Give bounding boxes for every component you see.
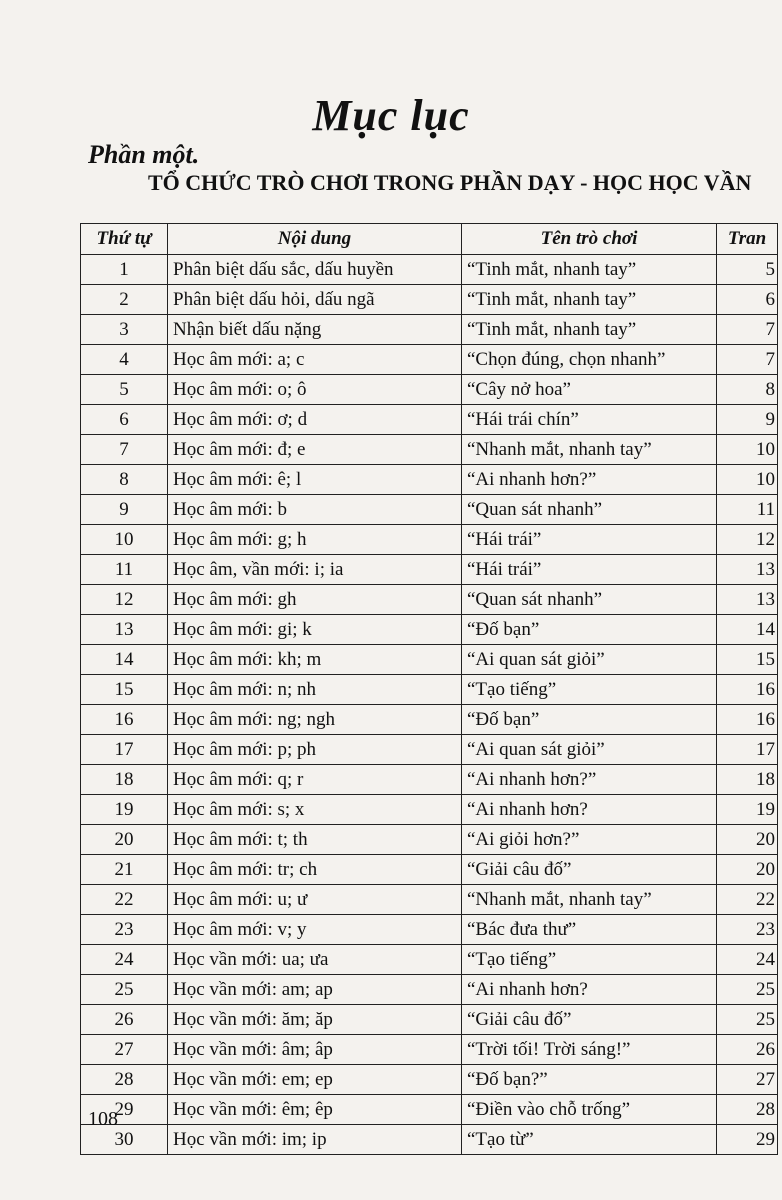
row-order: 8 <box>81 465 168 495</box>
row-page: 19 <box>717 795 778 825</box>
row-content: Nhận biết dấu nặng <box>168 315 462 345</box>
table-row <box>81 1065 778 1095</box>
table-row <box>81 405 778 435</box>
row-order: 25 <box>81 975 168 1005</box>
row-page: 7 <box>717 345 778 375</box>
row-game-name: “Quan sát nhanh” <box>462 585 717 615</box>
table-row <box>81 615 778 645</box>
table-row <box>81 855 778 885</box>
row-page: 10 <box>717 435 778 465</box>
row-page: 18 <box>717 765 778 795</box>
row-order: 24 <box>81 945 168 975</box>
row-game-name: “Tạo tiếng” <box>462 945 717 975</box>
table-row <box>81 285 778 315</box>
header-content: Nội dung <box>168 224 462 255</box>
table-row <box>81 525 778 555</box>
row-game-name: “Tạo tiếng” <box>462 675 717 705</box>
row-game-name: “Hái trái chín” <box>462 405 717 435</box>
row-game-name: “Hái trái” <box>462 525 717 555</box>
table-row <box>81 735 778 765</box>
row-game-name: “Ai nhanh hơn? <box>462 975 717 1005</box>
page-number: 108 <box>88 1108 118 1130</box>
table-row <box>81 1035 778 1065</box>
row-page: 28 <box>717 1095 778 1125</box>
row-game-name: “Ai nhanh hơn?” <box>462 765 717 795</box>
row-content: Học âm mới: gi; k <box>168 615 462 645</box>
row-content: Học vần mới: êm; êp <box>168 1095 462 1125</box>
row-order: 10 <box>81 525 168 555</box>
row-order: 1 <box>81 255 168 285</box>
row-page: 7 <box>717 315 778 345</box>
row-page: 8 <box>717 375 778 405</box>
row-content: Học âm mới: ng; ngh <box>168 705 462 735</box>
table-row <box>81 915 778 945</box>
row-game-name: “Chọn đúng, chọn nhanh” <box>462 345 717 375</box>
row-game-name: “Ai nhanh hơn?” <box>462 465 717 495</box>
table-row <box>81 585 778 615</box>
row-page: 12 <box>717 525 778 555</box>
header-page: Tran <box>717 224 778 255</box>
row-game-name: “Nhanh mắt, nhanh tay” <box>462 435 717 465</box>
row-page: 16 <box>717 675 778 705</box>
row-page: 29 <box>717 1125 778 1155</box>
table-header-row <box>81 224 778 255</box>
row-game-name: “Đố bạn?” <box>462 1065 717 1095</box>
row-content: Phân biệt dấu hỏi, dấu ngã <box>168 285 462 315</box>
row-page: 23 <box>717 915 778 945</box>
row-page: 25 <box>717 1005 778 1035</box>
row-order: 20 <box>81 825 168 855</box>
table-row <box>81 705 778 735</box>
row-page: 6 <box>717 285 778 315</box>
row-order: 17 <box>81 735 168 765</box>
row-game-name: “Trời tối! Trời sáng!” <box>462 1035 717 1065</box>
row-content: Học âm mới: b <box>168 495 462 525</box>
row-content: Học âm mới: s; x <box>168 795 462 825</box>
row-order: 5 <box>81 375 168 405</box>
row-order: 11 <box>81 555 168 585</box>
row-content: Học vần mới: âm; âp <box>168 1035 462 1065</box>
row-content: Học âm mới: v; y <box>168 915 462 945</box>
row-order: 27 <box>81 1035 168 1065</box>
table-row <box>81 795 778 825</box>
table-row <box>81 1095 778 1125</box>
row-order: 26 <box>81 1005 168 1035</box>
table-row <box>81 255 778 285</box>
row-page: 13 <box>717 555 778 585</box>
row-content: Học âm mới: t; th <box>168 825 462 855</box>
row-page: 16 <box>717 705 778 735</box>
row-page: 13 <box>717 585 778 615</box>
toc-body <box>81 255 778 1155</box>
row-page: 17 <box>717 735 778 765</box>
row-order: 28 <box>81 1065 168 1095</box>
row-game-name: “Tinh mắt, nhanh tay” <box>462 315 717 345</box>
row-order: 22 <box>81 885 168 915</box>
row-order: 23 <box>81 915 168 945</box>
table-row <box>81 1125 778 1155</box>
row-order: 9 <box>81 495 168 525</box>
row-page: 20 <box>717 825 778 855</box>
row-page: 27 <box>717 1065 778 1095</box>
row-game-name: “Ai quan sát giỏi” <box>462 645 717 675</box>
row-game-name: “Đố bạn” <box>462 615 717 645</box>
row-game-name: “Giải câu đố” <box>462 1005 717 1035</box>
row-game-name: “Cây nở hoa” <box>462 375 717 405</box>
part-heading: TỔ CHỨC TRÒ CHƠI TRONG PHẦN DẠY - HỌC HỌC VẦN <box>148 170 752 195</box>
row-page: 11 <box>717 495 778 525</box>
row-order: 15 <box>81 675 168 705</box>
table-row <box>81 315 778 345</box>
row-content: Học âm mới: ê; l <box>168 465 462 495</box>
row-game-name: “Điền vào chỗ trống” <box>462 1095 717 1125</box>
row-game-name: “Hái trái” <box>462 555 717 585</box>
row-order: 12 <box>81 585 168 615</box>
row-game-name: “Tinh mắt, nhanh tay” <box>462 285 717 315</box>
row-content: Học âm mới: o; ô <box>168 375 462 405</box>
table-row <box>81 495 778 525</box>
row-content: Học âm mới: đ; e <box>168 435 462 465</box>
table-row <box>81 825 778 855</box>
part-label: Phần một. <box>88 140 200 169</box>
row-order: 14 <box>81 645 168 675</box>
row-game-name: “Tạo từ” <box>462 1125 717 1155</box>
row-game-name: “Nhanh mắt, nhanh tay” <box>462 885 717 915</box>
row-order: 29 <box>81 1095 168 1125</box>
row-content: Học âm, vần mới: i; ia <box>168 555 462 585</box>
row-content: Học vần mới: ăm; ăp <box>168 1005 462 1035</box>
row-page: 10 <box>717 465 778 495</box>
row-content: Học vần mới: ua; ưa <box>168 945 462 975</box>
row-content: Học âm mới: u; ư <box>168 885 462 915</box>
row-content: Học vần mới: am; ap <box>168 975 462 1005</box>
row-order: 4 <box>81 345 168 375</box>
row-page: 26 <box>717 1035 778 1065</box>
row-content: Học vần mới: im; ip <box>168 1125 462 1155</box>
row-game-name: “Ai giỏi hơn?” <box>462 825 717 855</box>
row-order: 16 <box>81 705 168 735</box>
row-order: 19 <box>81 795 168 825</box>
row-game-name: “Tinh mắt, nhanh tay” <box>462 255 717 285</box>
row-page: 20 <box>717 855 778 885</box>
row-content: Học âm mới: gh <box>168 585 462 615</box>
table-row <box>81 435 778 465</box>
row-game-name: “Đố bạn” <box>462 705 717 735</box>
row-content: Học âm mới: g; h <box>168 525 462 555</box>
row-content: Học âm mới: tr; ch <box>168 855 462 885</box>
row-content: Phân biệt dấu sắc, dấu huyền <box>168 255 462 285</box>
header-order: Thứ tự <box>81 224 168 255</box>
table-row <box>81 465 778 495</box>
row-order: 2 <box>81 285 168 315</box>
table-row <box>81 675 778 705</box>
table-row <box>81 345 778 375</box>
row-content: Học âm mới: ơ; d <box>168 405 462 435</box>
header-game-name: Tên trò chơi <box>462 224 717 255</box>
row-order: 13 <box>81 615 168 645</box>
row-order: 6 <box>81 405 168 435</box>
row-order: 21 <box>81 855 168 885</box>
row-order: 30 <box>81 1125 168 1155</box>
row-page: 25 <box>717 975 778 1005</box>
row-page: 15 <box>717 645 778 675</box>
table-row <box>81 885 778 915</box>
row-game-name: “Bác đưa thư” <box>462 915 717 945</box>
table-row <box>81 375 778 405</box>
row-content: Học vần mới: em; ep <box>168 1065 462 1095</box>
row-game-name: “Giải câu đố” <box>462 855 717 885</box>
row-page: 24 <box>717 945 778 975</box>
row-order: 18 <box>81 765 168 795</box>
table-row <box>81 645 778 675</box>
row-content: Học âm mới: p; ph <box>168 735 462 765</box>
table-row <box>81 945 778 975</box>
row-page: 5 <box>717 255 778 285</box>
row-game-name: “Ai nhanh hơn? <box>462 795 717 825</box>
row-page: 22 <box>717 885 778 915</box>
row-page: 9 <box>717 405 778 435</box>
table-row <box>81 765 778 795</box>
row-content: Học âm mới: a; c <box>168 345 462 375</box>
table-row <box>81 555 778 585</box>
row-content: Học âm mới: n; nh <box>168 675 462 705</box>
table-row <box>81 975 778 1005</box>
page-title: Mục lục <box>312 91 470 140</box>
row-game-name: “Ai quan sát giỏi” <box>462 735 717 765</box>
table-row <box>81 1005 778 1035</box>
row-order: 3 <box>81 315 168 345</box>
row-content: Học âm mới: q; r <box>168 765 462 795</box>
toc-table <box>80 223 778 1155</box>
row-game-name: “Quan sát nhanh” <box>462 495 717 525</box>
row-page: 14 <box>717 615 778 645</box>
row-order: 7 <box>81 435 168 465</box>
row-content: Học âm mới: kh; m <box>168 645 462 675</box>
